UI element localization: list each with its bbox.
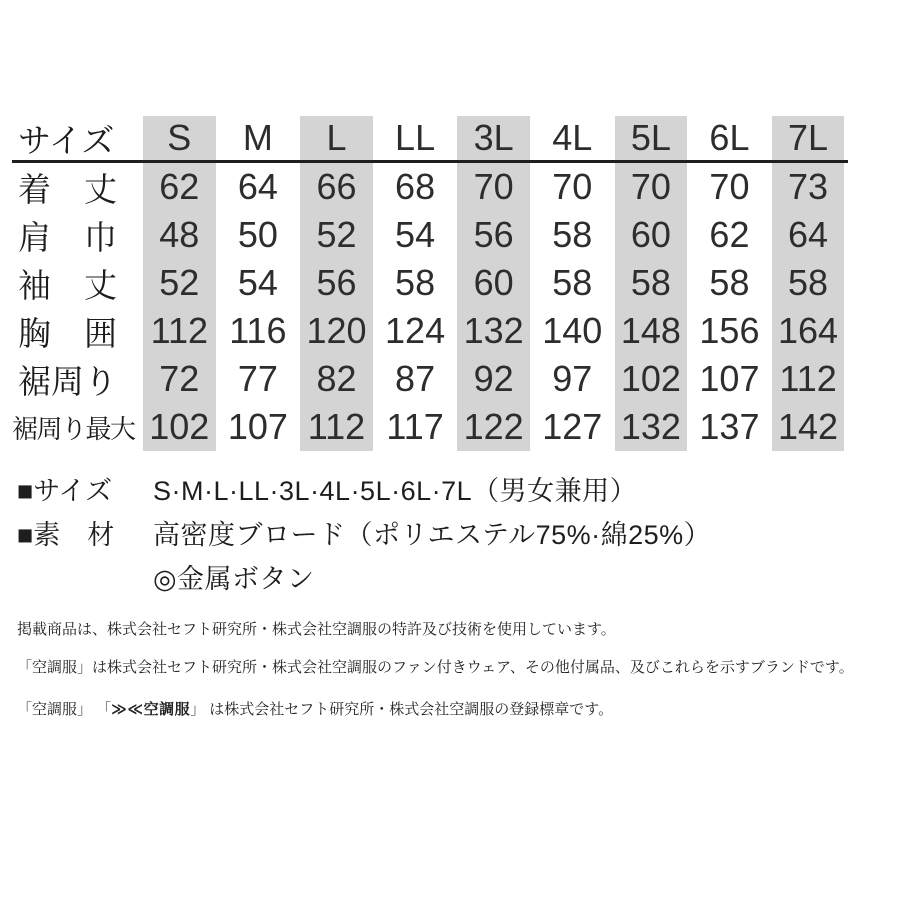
row-label: 肩 巾 [18, 218, 117, 256]
size-cell: 70 [612, 163, 691, 211]
spec-text: 高密度ブロード（ポリエステル75%·綿25%） [153, 519, 712, 550]
size-cell: 64 [769, 211, 848, 259]
spec-text: ◎金属ボタン [153, 563, 315, 594]
row-label: 胸 囲 [18, 314, 117, 352]
spec-label: ■素 材 [17, 519, 115, 550]
size-cell: 142 [769, 403, 848, 451]
legal-footer [17, 618, 887, 719]
spec-row [17, 554, 711, 598]
size-cell: 120 [297, 307, 376, 355]
legal-line-2: 「空調服」は株式会社セフト研究所・株式会社空調服のファン付きウェア、その他付属品、及びこれらを示すブランドです。 [17, 659, 854, 676]
size-cell: 52 [297, 211, 376, 259]
size-cell: 70 [552, 166, 593, 207]
size-cell: 58 [612, 259, 691, 307]
size-table-row [12, 211, 848, 259]
size-column-header: 5L [612, 116, 691, 160]
size-cell: 73 [769, 163, 848, 211]
size-cell: 107 [227, 406, 288, 447]
size-cell: 97 [552, 358, 593, 399]
size-cell: 140 [542, 310, 603, 351]
spec-row [17, 510, 711, 554]
size-cell: 82 [297, 355, 376, 403]
size-table-row [12, 163, 848, 211]
size-cell: 58 [395, 262, 436, 303]
size-cell: 124 [385, 310, 446, 351]
size-cell: 60 [454, 259, 533, 307]
spec-label: ■サイズ [17, 475, 113, 506]
spec-text: S·M·L·LL·3L·4L·5L·6L·7L（男女兼用） [153, 475, 638, 506]
size-cell: 70 [454, 163, 533, 211]
size-column-header: 4L [552, 117, 593, 158]
size-cell: 62 [709, 214, 750, 255]
size-column-header: 6L [709, 117, 750, 158]
size-cell: 54 [237, 262, 278, 303]
size-cell: 156 [699, 310, 760, 351]
size-column-header: 7L [769, 116, 848, 160]
size-cell: 52 [140, 259, 219, 307]
size-cell: 102 [612, 355, 691, 403]
size-cell: 116 [229, 310, 287, 351]
size-cell: 50 [237, 214, 278, 255]
size-cell: 68 [395, 166, 436, 207]
size-column-header: 3L [454, 116, 533, 160]
size-cell: 58 [552, 262, 593, 303]
size-table-row [12, 307, 848, 355]
size-cell: 72 [140, 355, 219, 403]
size-cell: 122 [454, 403, 533, 451]
size-cell: 60 [612, 211, 691, 259]
size-table-header-row [12, 116, 848, 163]
legal-line-1: 掲載商品は、株式会社セフト研究所・株式会社空調服の特許及び技術を使用しています。 [17, 621, 616, 638]
legal-line-3 [17, 698, 887, 719]
legal-line-3-pre: 「空調服」 「 [17, 701, 112, 718]
size-cell: 77 [237, 358, 278, 399]
spec-list [17, 466, 711, 598]
size-cell: 132 [454, 307, 533, 355]
size-cell: 117 [386, 406, 444, 447]
size-cell: 58 [709, 262, 750, 303]
size-cell: 92 [454, 355, 533, 403]
size-cell: 58 [552, 214, 593, 255]
kuchofuku-logo: ≫≪空調服 [111, 701, 191, 718]
row-label: 着 丈 [18, 170, 117, 208]
size-cell: 64 [237, 166, 278, 207]
size-cell: 87 [395, 358, 436, 399]
spec-row [17, 466, 711, 510]
size-cell: 137 [699, 406, 760, 447]
size-cell: 102 [140, 403, 219, 451]
size-cell: 66 [297, 163, 376, 211]
row-label: 袖 丈 [18, 266, 117, 304]
size-cell: 148 [612, 307, 691, 355]
size-cell: 48 [140, 211, 219, 259]
size-cell: 56 [297, 259, 376, 307]
size-table-row [12, 259, 848, 307]
size-column-header: M [242, 117, 273, 158]
size-cell: 112 [769, 355, 848, 403]
size-cell: 164 [769, 307, 848, 355]
size-table-row [12, 355, 848, 403]
row-label: 裾周り [18, 362, 117, 400]
size-cell: 58 [769, 259, 848, 307]
size-cell: 107 [699, 358, 760, 399]
legal-line-3-post: 」 は株式会社セフト研究所・株式会社空調服の登録標章です。 [190, 701, 614, 718]
size-cell: 127 [542, 406, 603, 447]
size-column-header: S [140, 116, 219, 160]
size-table-header-label: サイズ [18, 121, 115, 159]
size-column-header: LL [395, 117, 436, 158]
size-cell: 56 [454, 211, 533, 259]
size-cell: 132 [612, 403, 691, 451]
size-cell: 70 [709, 166, 750, 207]
size-cell: 112 [140, 307, 219, 355]
size-cell: 112 [297, 403, 376, 451]
size-cell: 54 [395, 214, 436, 255]
size-cell: 62 [140, 163, 219, 211]
size-table-row [12, 403, 848, 451]
row-label: 裾周り最大 [12, 413, 135, 444]
size-table [12, 116, 848, 451]
size-column-header: L [297, 116, 376, 160]
